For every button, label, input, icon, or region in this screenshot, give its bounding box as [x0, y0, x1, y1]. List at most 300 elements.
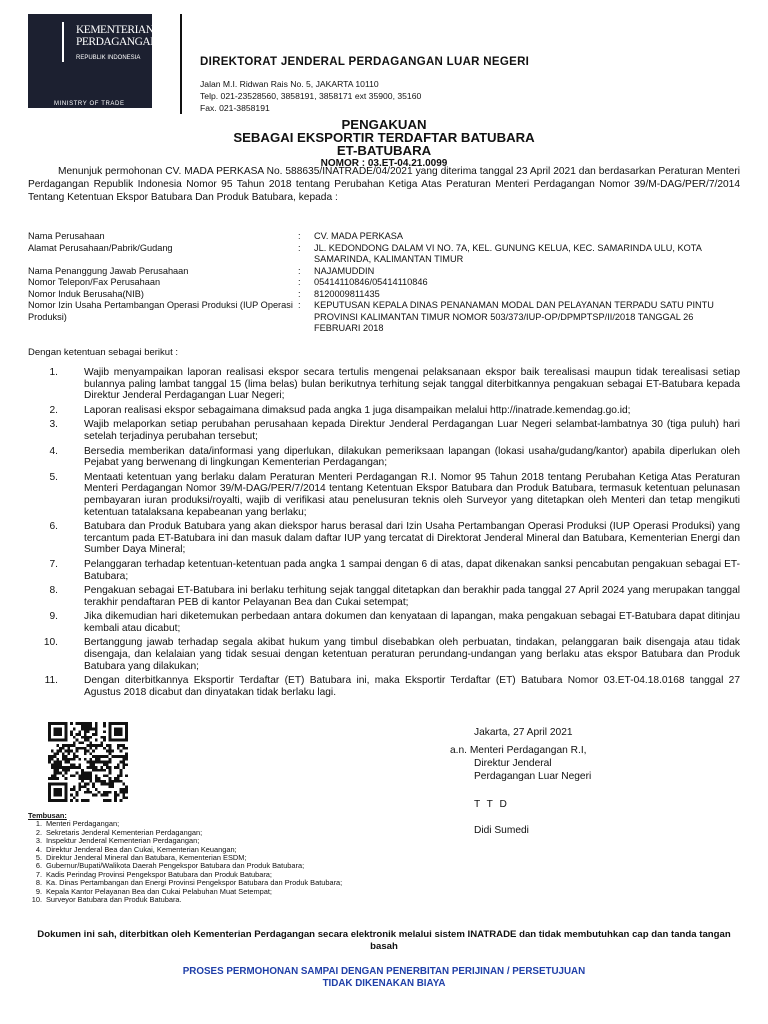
qr-module [117, 730, 120, 733]
qr-module [103, 783, 106, 786]
detail-separator: : [298, 277, 301, 287]
qr-module [70, 750, 73, 753]
qr-module [125, 752, 128, 755]
qr-module [48, 733, 51, 736]
qr-module [95, 739, 98, 742]
detail-row [28, 289, 740, 301]
qr-module [65, 725, 68, 728]
qr-module [100, 736, 103, 739]
qr-module [95, 761, 98, 764]
qr-module [109, 747, 112, 750]
qr-module [125, 774, 128, 777]
qr-module [109, 736, 112, 739]
qr-module [51, 766, 54, 769]
qr-module [125, 763, 128, 766]
qr-module [65, 755, 68, 758]
qr-module [109, 766, 112, 769]
qr-module [51, 758, 54, 761]
qr-module [89, 761, 92, 764]
qr-module [56, 763, 59, 766]
qr-module [95, 722, 98, 725]
cc-item-number: 4. [35, 844, 42, 854]
qr-module [73, 758, 76, 761]
qr-module [92, 761, 95, 764]
qr-module [84, 736, 87, 739]
qr-module [81, 785, 84, 788]
qr-module [125, 722, 128, 725]
qr-module [48, 788, 51, 791]
ministry-logo [28, 14, 159, 108]
qr-module [78, 783, 81, 786]
qr-module [109, 739, 112, 742]
qr-module [92, 763, 95, 766]
qr-module [89, 780, 92, 783]
qr-module [54, 794, 57, 797]
condition-text: Wajib melaporkan setiap perubahan perusahaan kepada Direktur Jenderal Perdagangan Luar Negeri selambat-lambatnya 30 (tiga puluh) hari setelah terjadinya perubahan tersebut; [84, 419, 740, 442]
qr-module [54, 755, 57, 758]
qr-module [73, 788, 76, 791]
qr-module [120, 744, 123, 747]
qr-module [54, 791, 57, 794]
detail-value: JL. KEDONDONG DALAM VI NO. 7A, KEL. GUNUNG KELUA, KEC. SAMARINDA ULU, KOTA SAMARINDA, KALIMANTAN TIMUR [314, 242, 702, 264]
qr-module [65, 750, 68, 753]
qr-module [95, 758, 98, 761]
condition-number: 4. [49, 445, 58, 457]
qr-module [62, 739, 65, 742]
qr-module [54, 739, 57, 742]
qr-module [76, 772, 79, 775]
directorate-title: DIREKTORAT JENDERAL PERDAGANGAN LUAR NEGERI [200, 56, 530, 68]
qr-module [120, 772, 123, 775]
qr-module [103, 799, 106, 802]
qr-module [89, 766, 92, 769]
qr-module [59, 761, 62, 764]
qr-module [48, 791, 51, 794]
qr-module [89, 772, 92, 775]
qr-module [117, 777, 120, 780]
conditions-list [28, 367, 740, 701]
condition-item [28, 521, 740, 556]
qr-module [62, 755, 65, 758]
qr-module [62, 744, 65, 747]
qr-module [67, 758, 70, 761]
detail-separator: : [298, 265, 301, 276]
cc-item-number: 3. [35, 836, 42, 846]
qr-module [122, 766, 125, 769]
qr-module [65, 769, 68, 772]
cc-item-number: 10. [31, 895, 42, 905]
cc-item-text: Direktur Jenderal Mineral dan Batubara, Kementerian ESDM; [46, 853, 247, 863]
qr-module [117, 763, 120, 766]
qr-module [100, 766, 103, 769]
qr-module [103, 755, 106, 758]
qr-module [89, 763, 92, 766]
qr-module [87, 739, 90, 742]
qr-module [98, 780, 101, 783]
qr-module [109, 791, 112, 794]
qr-module [92, 794, 95, 797]
qr-module [54, 722, 57, 725]
cc-items [28, 820, 342, 904]
qr-module [81, 780, 84, 783]
qr-module [114, 733, 117, 736]
qr-module [59, 783, 62, 786]
qr-module [87, 730, 90, 733]
qr-module [70, 799, 73, 802]
qr-module [89, 758, 92, 761]
qr-module [114, 799, 117, 802]
qr-module [70, 730, 73, 733]
validity-note: Dokumen ini sah, diterbitkan oleh Kementerian Perdagangan secara elektronik melalui sistem INATRADE dan tidak membutuhkan cap dan tanda tangan basah [37, 929, 731, 952]
qr-module [78, 785, 81, 788]
qr-module [109, 733, 112, 736]
qr-module [78, 777, 81, 780]
qr-module [103, 780, 106, 783]
qr-module [89, 747, 92, 750]
qr-module [76, 791, 79, 794]
qr-module [56, 730, 59, 733]
qr-module [92, 783, 95, 786]
qr-module [62, 769, 65, 772]
qr-module [114, 796, 117, 799]
qr-module [111, 755, 114, 758]
qr-module [56, 769, 59, 772]
qr-module [48, 761, 51, 764]
qr-module [59, 799, 62, 802]
qr-module [65, 730, 68, 733]
qr-module [76, 733, 79, 736]
qr-module [48, 728, 51, 731]
qr-module [73, 744, 76, 747]
qr-module [89, 736, 92, 739]
condition-item [28, 405, 740, 417]
qr-module [56, 722, 59, 725]
qr-module [106, 763, 109, 766]
qr-module [56, 788, 59, 791]
qr-module [51, 763, 54, 766]
title-line1: PENGAKUAN [341, 117, 427, 132]
fee-notice-line2: TIDAK DIKENAKAN BIAYA [322, 978, 446, 989]
qr-module [70, 774, 73, 777]
qr-module [65, 796, 68, 799]
qr-module [56, 799, 59, 802]
qr-module [117, 766, 120, 769]
qr-module [125, 755, 128, 758]
signer-title: Direktur Jenderal [474, 758, 552, 769]
qr-module [62, 722, 65, 725]
qr-module [78, 766, 81, 769]
logo-mark [62, 22, 74, 62]
qr-module [78, 758, 81, 761]
cc-item-number: 7. [35, 869, 42, 879]
qr-module [51, 774, 54, 777]
qr-module [76, 722, 79, 725]
qr-module [103, 763, 106, 766]
cc-item-text: Sekretaris Jenderal Kementerian Perdagangan; [46, 827, 203, 837]
qr-module [84, 725, 87, 728]
cc-heading: Tembusan: [28, 811, 67, 820]
qr-module [65, 772, 68, 775]
carbon-copy-list [28, 812, 342, 904]
qr-module [125, 728, 128, 731]
qr-module [48, 755, 51, 758]
qr-module [73, 755, 76, 758]
detail-separator: : [298, 288, 301, 299]
qr-module [81, 769, 84, 772]
qr-module [70, 794, 73, 797]
qr-module [95, 769, 98, 772]
qr-module [120, 739, 123, 742]
qr-module [76, 739, 79, 742]
qr-module [70, 758, 73, 761]
qr-module [122, 739, 125, 742]
qr-module [70, 722, 73, 725]
qr-module [48, 758, 51, 761]
qr-module [100, 744, 103, 747]
qr-module [48, 794, 51, 797]
cc-item-number: 1. [35, 819, 42, 829]
qr-module [120, 769, 123, 772]
qr-module [100, 780, 103, 783]
qr-module [109, 777, 112, 780]
cc-item-number: 2. [35, 827, 42, 837]
address-line: Jalan M.I. Ridwan Rais No. 5, JAKARTA 10110 [200, 79, 379, 89]
qr-module [51, 739, 54, 742]
qr-module [103, 730, 106, 733]
signer-name: Didi Sumedi [474, 825, 529, 836]
qr-module [100, 794, 103, 797]
qr-module [122, 788, 125, 791]
qr-module [73, 766, 76, 769]
qr-module [114, 755, 117, 758]
cc-item-number: 6. [35, 861, 42, 871]
directorate-address [200, 78, 421, 114]
header-divider [180, 14, 182, 114]
qr-module [62, 766, 65, 769]
qr-module [73, 752, 76, 755]
qr-module [78, 788, 81, 791]
detail-value: 05414110846/05414110846 [314, 277, 428, 287]
condition-text: Pelanggaran terhadap ketentuan-ketentuan pada angka 1 sampai dengan 6 di atas, dapat dikenakan sanksi pencabutan pengakuan sebagai ET-Batubara; [84, 558, 740, 582]
qr-module [84, 747, 87, 750]
condition-text: Batubara dan Produk Batubara yang akan diekspor harus berasal dari Izin Usaha Pertambangan Operasi Produksi (IUP Operasi Produksi) yang tercantum pada ET-Batubara ini dan masuk dalam daftar IUP yang tercatat di Direktorat Jenderal Mineral dan Batubara, Kementerian Energi dan Sumber Daya Mineral; [84, 521, 740, 556]
qr-module [59, 739, 62, 742]
qr-module [87, 736, 90, 739]
qr-module [51, 750, 54, 753]
qr-module [87, 725, 90, 728]
qr-module [120, 761, 123, 764]
qr-module [54, 730, 57, 733]
fax-line: Fax. 021-3858191 [200, 103, 270, 113]
qr-module [117, 780, 120, 783]
fee-notice-line1: PROSES PERMOHONAN SAMPAI DENGAN PENERBITAN PERIJINAN / PERSETUJUAN [182, 966, 586, 977]
qr-module [67, 747, 70, 750]
qr-module [70, 733, 73, 736]
qr-module [87, 744, 90, 747]
qr-module [65, 785, 68, 788]
qr-module [65, 761, 68, 764]
cc-item-text: Gubernur/Bupati/Walikota Daerah Pengekspor Batubara dan Produk Batubara; [46, 861, 305, 871]
qr-module [109, 761, 112, 764]
detail-value: KEPUTUSAN KEPALA DINAS PENANAMAN MODAL DAN PELAYANAN TERPADU SATU PINTU PROVINSI KALIMANTAN TIMUR NOMOR 503/373/IUP-OP/DPMPTSP/II/2018 TANGGAL 26 FEBRUARI 2018 [314, 300, 714, 333]
condition-text: Pengakuan sebagai ET-Batubara ini berlaku terhitung sejak tanggal ditetapkan dan berakhir pada tanggal 27 April 2024 yang merupakan tanggal terakhir pendaftaran PEB di kantor Pelayanan Bea dan Cukai setempat; [84, 585, 740, 608]
qr-module [109, 758, 112, 761]
qr-module [92, 755, 95, 758]
qr-module [98, 777, 101, 780]
qr-module [120, 791, 123, 794]
qr-module [122, 761, 125, 764]
qr-module [84, 750, 87, 753]
qr-module [100, 761, 103, 764]
qr-module [81, 777, 84, 780]
qr-module [111, 722, 114, 725]
qr-module [81, 722, 84, 725]
qr-module [84, 774, 87, 777]
qr-module [54, 777, 57, 780]
qr-module [122, 763, 125, 766]
logo-line2: PERDAGANGAN [76, 36, 159, 48]
qr-module [103, 739, 106, 742]
qr-module [95, 728, 98, 731]
qr-module [48, 725, 51, 728]
qr-module [117, 755, 120, 758]
qr-module [87, 777, 90, 780]
qr-module [114, 766, 117, 769]
qr-module [103, 747, 106, 750]
qr-module [62, 774, 65, 777]
qr-module [117, 733, 120, 736]
qr-module [54, 783, 57, 786]
qr-module [70, 744, 73, 747]
qr-module [98, 758, 101, 761]
detail-row [28, 231, 740, 243]
qr-module [109, 769, 112, 772]
qr-module [106, 761, 109, 764]
qr-module [51, 799, 54, 802]
qr-module [81, 736, 84, 739]
qr-module [76, 755, 79, 758]
qr-module [73, 728, 76, 731]
qr-module [65, 791, 68, 794]
qr-module [65, 758, 68, 761]
qr-module [98, 769, 101, 772]
qr-module [54, 728, 57, 731]
qr-module [125, 725, 128, 728]
qr-module [59, 728, 62, 731]
qr-module [78, 730, 81, 733]
qr-module [114, 794, 117, 797]
qr-module [81, 741, 84, 744]
qr-module [48, 736, 51, 739]
qr-module [54, 774, 57, 777]
qr-module [109, 722, 112, 725]
qr-module [100, 769, 103, 772]
qr-module [120, 774, 123, 777]
qr-module [62, 799, 65, 802]
qr-module [51, 755, 54, 758]
qr-module [65, 728, 68, 731]
detail-row [28, 266, 740, 278]
qr-module [95, 788, 98, 791]
qr-module [84, 772, 87, 775]
condition-text: Dengan diterbitkannya Eksportir Terdaftar (ET) Batubara ini, maka Eksportir Terdaftar (ET) Batubara Nomor 03.ET-04.18.0168 tanggal 27 Agustus 2018 dicabut dan dinyatakan tidak berlaku lagi. [84, 675, 740, 698]
qr-module [56, 766, 59, 769]
detail-label: Nomor Telepon/Fax Perusahaan [28, 277, 161, 287]
detail-label: Nama Penanggung Jawab Perusahaan [28, 265, 189, 276]
qr-module [70, 763, 73, 766]
qr-module [109, 780, 112, 783]
cc-item-text: Direktur Jenderal Bea dan Cukai, Kementerian Keuangan; [46, 844, 237, 854]
qr-module [92, 728, 95, 731]
qr-module [95, 733, 98, 736]
qr-module [89, 752, 92, 755]
qr-module [117, 747, 120, 750]
qr-module [48, 785, 51, 788]
qr-module [87, 728, 90, 731]
qr-module [56, 761, 59, 764]
qr-module [122, 722, 125, 725]
qr-module [59, 750, 62, 753]
company-details [28, 231, 740, 335]
qr-module [67, 769, 70, 772]
qr-module [76, 794, 79, 797]
qr-module [111, 780, 114, 783]
qr-module [120, 788, 123, 791]
qr-module [117, 739, 120, 742]
detail-label: Nomor Izin Usaha Pertambangan Operasi Produksi (IUP Operasi Produksi) [28, 300, 293, 322]
qr-module [78, 741, 81, 744]
qr-module [84, 799, 87, 802]
qr-module [117, 728, 120, 731]
qr-module [81, 774, 84, 777]
qr-module [89, 744, 92, 747]
qr-module [122, 755, 125, 758]
qr-module [78, 763, 81, 766]
qr-module [106, 799, 109, 802]
qr-module [120, 799, 123, 802]
qr-module [95, 747, 98, 750]
qr-module [114, 739, 117, 742]
qr-module [95, 774, 98, 777]
qr-module [120, 728, 123, 731]
condition-item [28, 611, 740, 634]
qr-module [65, 788, 68, 791]
logo-line4: MINISTRY OF TRADE [54, 101, 125, 107]
qr-module [120, 780, 123, 783]
detail-row [28, 300, 740, 335]
detail-label: Nama Perusahaan [28, 231, 105, 241]
qr-module [59, 788, 62, 791]
qr-module [109, 730, 112, 733]
qr-module [48, 796, 51, 799]
on-behalf-of: a.n. Menteri Perdagangan R.I, [450, 745, 587, 756]
qr-module [89, 728, 92, 731]
qr-module [56, 739, 59, 742]
qr-module [122, 794, 125, 797]
qr-module [56, 772, 59, 775]
qr-module [54, 788, 57, 791]
qr-module [73, 774, 76, 777]
qr-module [114, 777, 117, 780]
condition-number: 2. [49, 404, 58, 416]
qr-module [59, 794, 62, 797]
qr-module [106, 755, 109, 758]
qr-module [51, 783, 54, 786]
qr-module [62, 747, 65, 750]
qr-module [65, 783, 68, 786]
qr-module [56, 733, 59, 736]
condition-number: 6. [49, 521, 58, 533]
